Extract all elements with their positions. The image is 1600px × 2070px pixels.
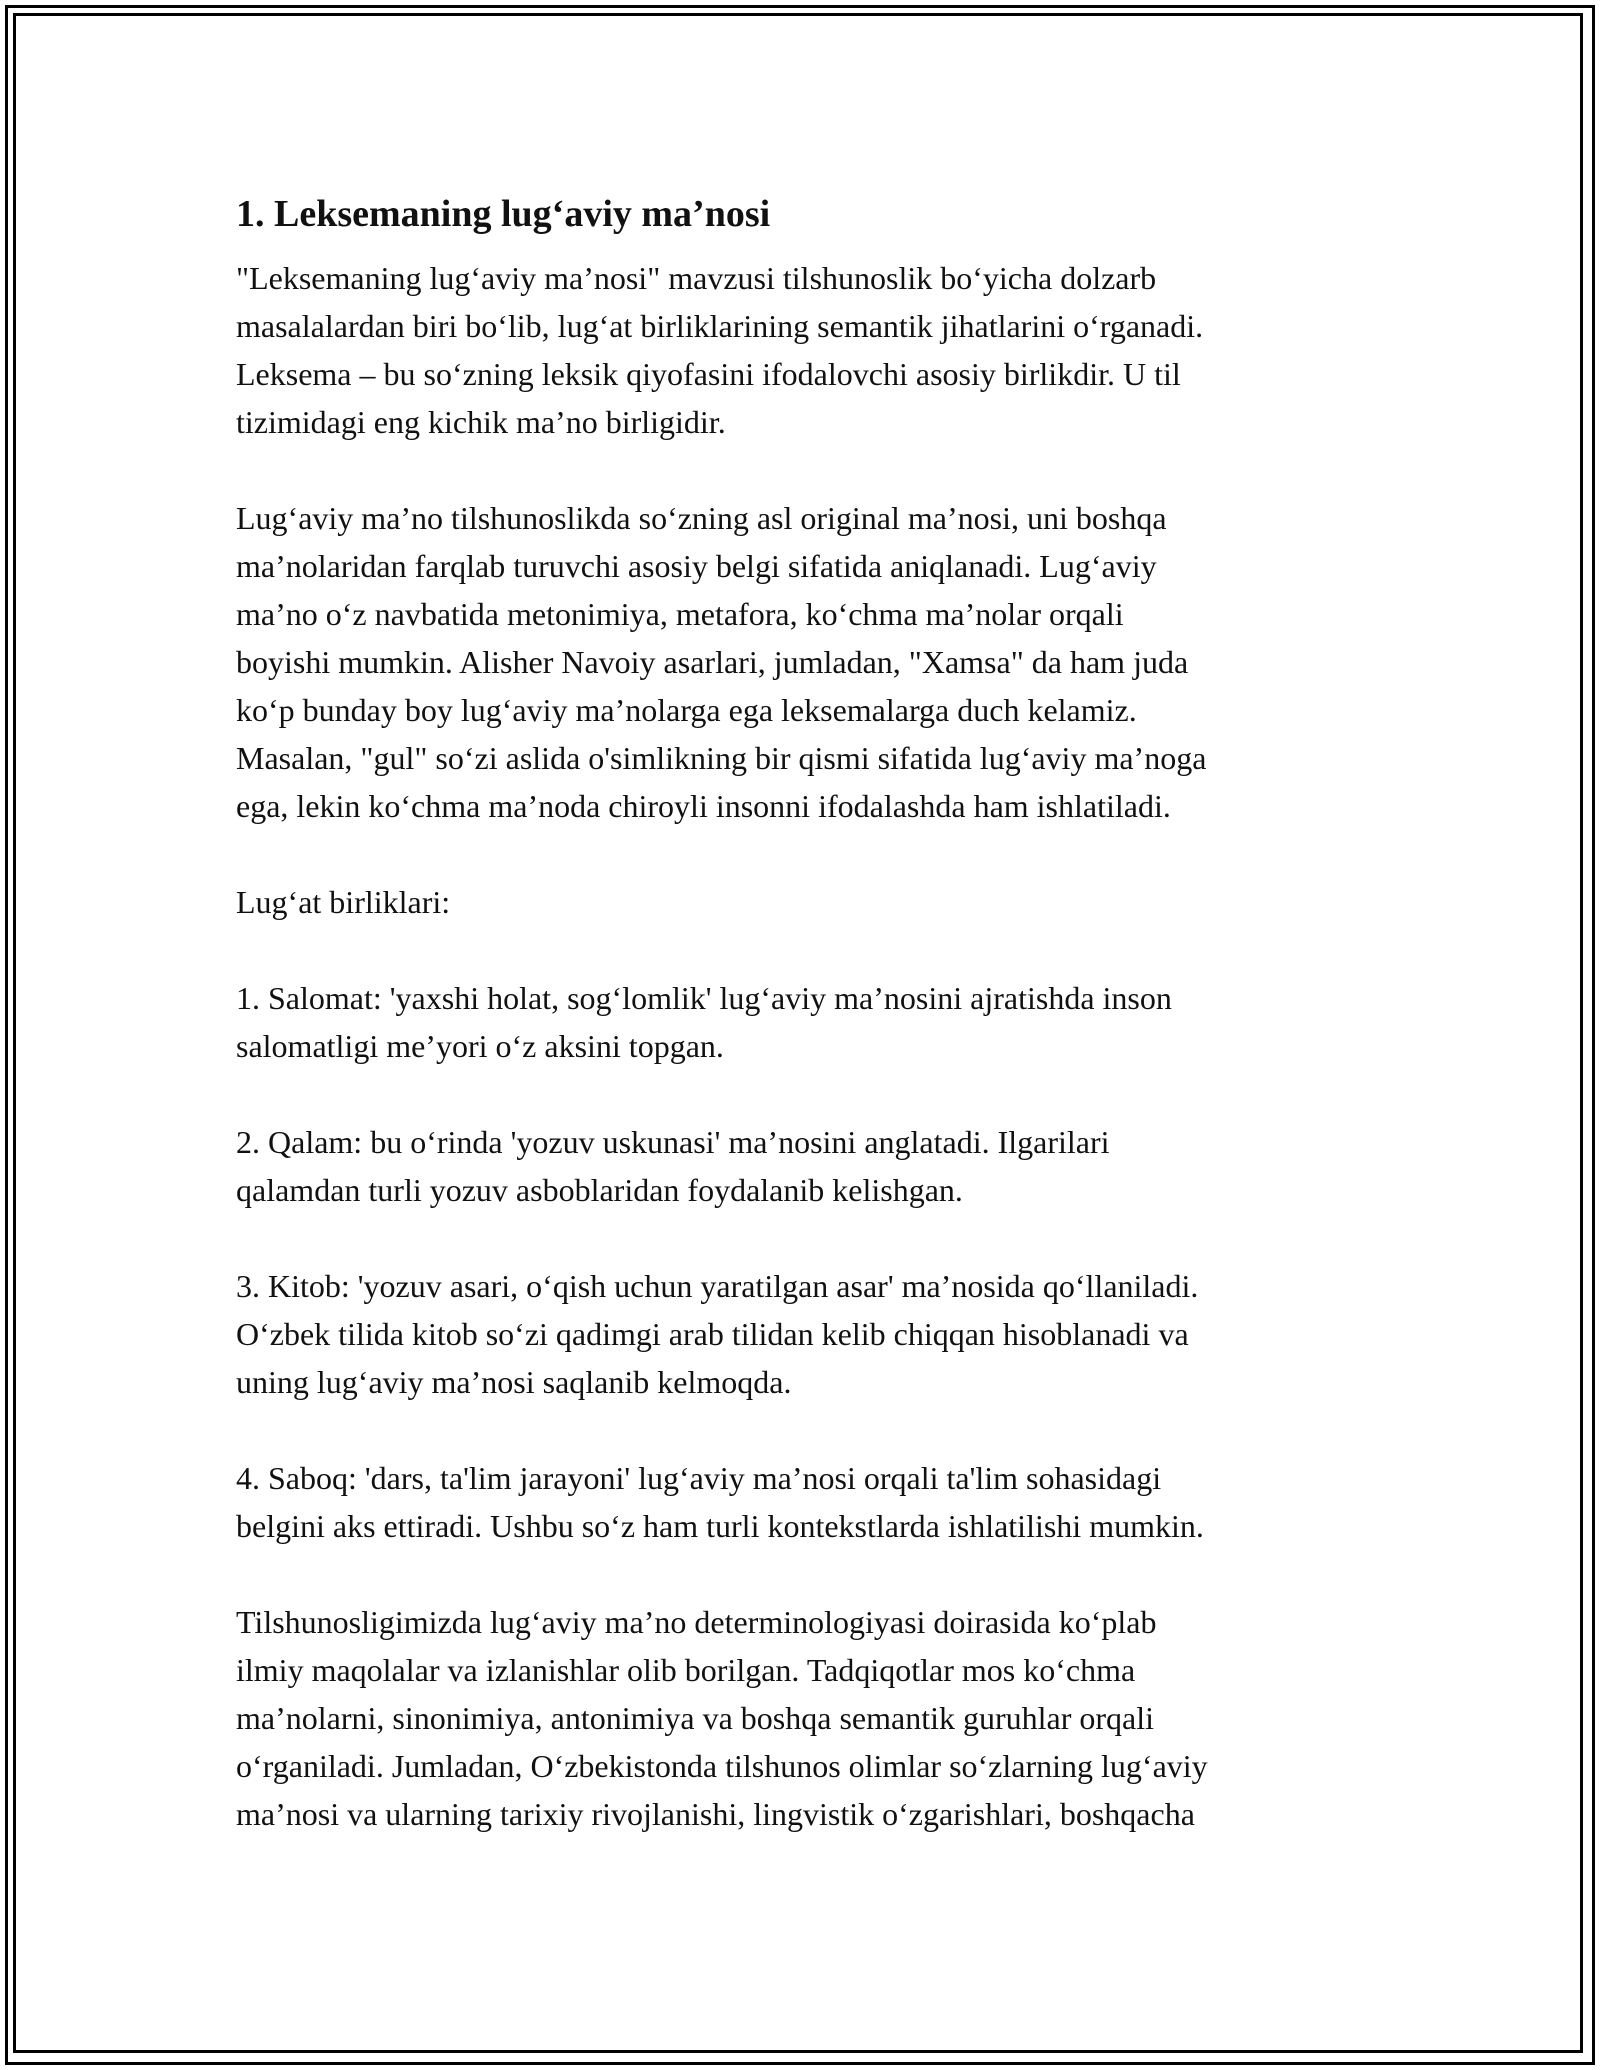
text-line: 2. Qalam: bu o‘rinda 'yozuv uskunasi' ma’nosini anglatadi. Ilgarilari — [236, 1124, 1110, 1160]
text-line: ko‘p bunday boy lug‘aviy ma’nolarga ega leksemalarga duch kelamiz. — [236, 692, 1137, 728]
paragraph-intro — [236, 254, 1366, 446]
paragraph-list-heading — [236, 878, 1366, 926]
text-line: Masalan, "gul" so‘zi aslida o'simlikning bir qismi sifatida lug‘aviy ma’noga — [236, 740, 1207, 776]
text-line: 1. Salomat: 'yaxshi holat, sog‘lomlik' lug‘aviy ma’nosini ajratishda inson — [236, 980, 1172, 1016]
section-heading: 1. Leksemaning lug‘aviy ma’nosi — [236, 193, 771, 235]
text-line: 4. Saboq: 'dars, ta'lim jarayoni' lug‘aviy ma’nosi orqali ta'lim sohasidagi — [236, 1460, 1162, 1496]
list-item-2 — [236, 1118, 1366, 1214]
list-item-4 — [236, 1454, 1366, 1550]
text-line: Tilshunosligimizda lug‘aviy ma’no determinologiyasi doirasida ko‘plab — [236, 1604, 1157, 1640]
text-line: belgini aks ettiradi. Ushbu so‘z ham turli kontekstlarda ishlatilishi mumkin. — [236, 1508, 1204, 1544]
text-line: 3. Kitob: 'yozuv asari, o‘qish uchun yaratilgan asar' ma’nosida qo‘llaniladi. — [236, 1268, 1199, 1304]
text-line: ma’nolarni, sinonimiya, antonimiya va boshqa semantik guruhlar orqali — [236, 1700, 1155, 1736]
text-line: ma’nolaridan farqlab turuvchi asosiy belgi sifatida aniqlanadi. Lug‘aviy — [236, 548, 1157, 584]
text-line: Lug‘aviy ma’no tilshunoslikda so‘zning asl original ma’nosi, uni boshqa — [236, 500, 1167, 536]
text-line: tizimidagi eng kichik ma’no birligidir. — [236, 404, 726, 440]
list-item-3 — [236, 1262, 1366, 1406]
text-line: O‘zbek tilida kitob so‘zi qadimgi arab tilidan kelib chiqqan hisoblanadi va — [236, 1316, 1189, 1352]
text-line: Leksema – bu so‘zning leksik qiyofasini ifodalovchi asosiy birlikdir. U til — [236, 356, 1181, 392]
text-line: Lug‘at birliklari: — [236, 884, 451, 920]
text-line: o‘rganiladi. Jumladan, O‘zbekistonda tilshunos olimlar so‘zlarning lug‘aviy — [236, 1748, 1208, 1784]
text-line: ega, lekin ko‘chma ma’noda chiroyli insonni ifodalashda ham ishlatiladi. — [236, 788, 1171, 824]
text-line: qalamdan turli yozuv asboblaridan foydalanib kelishgan. — [236, 1172, 963, 1208]
text-line: boyishi mumkin. Alisher Navoiy asarlari, jumladan, "Xamsa" da ham juda — [236, 644, 1189, 680]
text-line: ma’nosi va ularning tarixiy rivojlanishi, lingvistik o‘zgarishlari, boshqacha — [236, 1796, 1195, 1832]
text-line: ilmiy maqolalar va izlanishlar olib borilgan. Tadqiqotlar mos ko‘chma — [236, 1652, 1136, 1688]
text-line: uning lug‘aviy ma’nosi saqlanib kelmoqda. — [236, 1364, 792, 1400]
list-item-1 — [236, 974, 1366, 1070]
text-line: salomatligi me’yori o‘z aksini topgan. — [236, 1028, 724, 1064]
paragraph-lexical-meaning — [236, 494, 1366, 830]
text-line: masalalardan biri bo‘lib, lug‘at birliklarining semantik jihatlarini o‘rganadi. — [236, 308, 1204, 344]
text-line: "Leksemaning lug‘aviy ma’nosi" mavzusi tilshunoslik bo‘yicha dolzarb — [236, 260, 1157, 296]
text-line: ma’no o‘z navbatida metonimiya, metafora, ko‘chma ma’nolar orqali — [236, 596, 1124, 632]
document-body — [236, 190, 1366, 1838]
paragraph-research — [236, 1598, 1366, 1838]
